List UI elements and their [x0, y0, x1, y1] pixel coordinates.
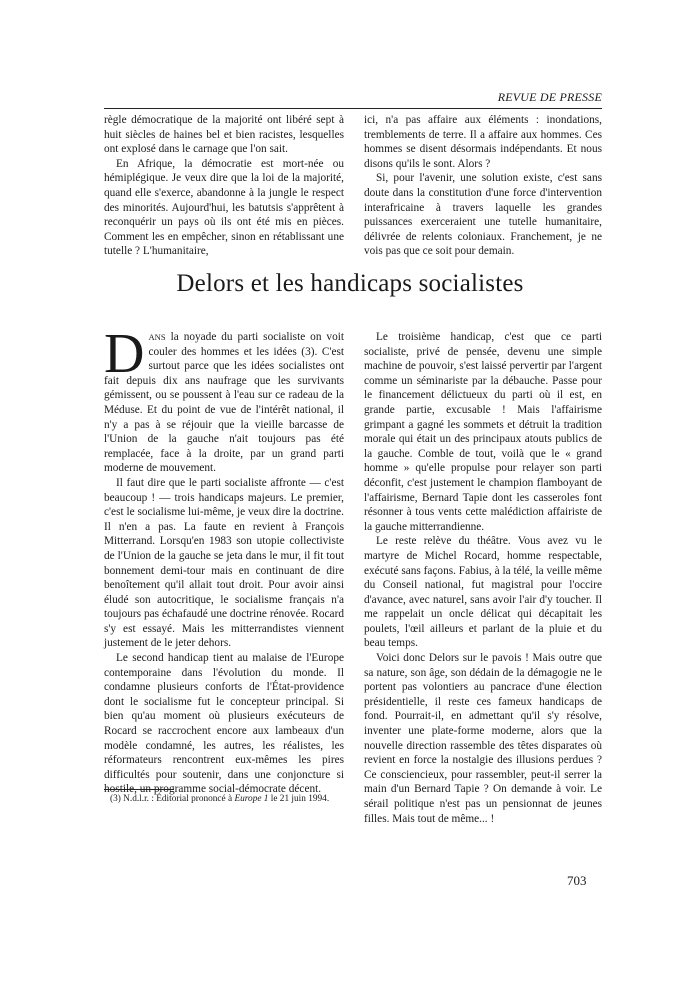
paragraph: Le troisième handicap, c'est que ce parti socialiste, privé de pensée, devenu une simple machine de pouvoir, s'est laissé pervertir par l'argent comme un séminariste par la débauche. Passe pour le financement délictueux du parti où il est, en grande partie, excusable ! Mais l'affairisme grimpant a gagné les sommets et détruit la tradition morale qui était un des principaux atouts publics de la gauche. Comble de tout, voilà que le « grand homme » qu'elle propulse pour relayer son parti déconfit, c'est justement le champion flamboyant de l'affairisme, Bernard Tapie dont les casseroles font résonner à tous vents cette malédiction affairiste de la gauche mitterrandienne. [364, 331, 602, 533]
running-header: REVUE DE PRESSE [497, 90, 602, 104]
paragraph: Il faut dire que le parti socialiste affronte — c'est beaucoup ! — trois handicaps majeurs. Le premier, c'est le socialisme lui-même, je veux dire la doctrine. Il n'en a pas. La faute en revient à François Mitterrand. Lorsqu'en 1983 son utopie collectiviste de l'Union de la gauche se jeta dans le mur, il fit tout bonnement demi-tour mais en continuant de dire benoîtement qu'il allait tout droit. Pour avoir ainsi éludé son autocritique, le socialisme français n'a toujours pas échafaudé une doctrine rénovée. Rocard s'y est essayé. Mais les mitterrandistes viennent justement de le jeter dehors. [104, 476, 344, 650]
page-number: 703 [567, 873, 587, 888]
paragraph: Le reste relève du théâtre. Vous avez vu le martyre de Michel Rocard, homme respectable, exécuté sans façons. Fabius, à la télé, la veille même du Conseil national, fut magistral pour l'occire d'avance, avec naturel, sans avoir l'air d'y toucher. Il me rappelait un oncle délicat qui décapitait les poulets, l'œil ailleurs et parlant de la pluie et du beau temps. [364, 535, 602, 650]
drop-cap: D [104, 323, 145, 385]
top-left-column [104, 113, 344, 259]
footnote-tail: le 21 juin 1994. [268, 794, 330, 804]
paragraph: En Afrique, la démocratie est mort-née ou hémiplégique. Je veux dire que la loi de la majorité, quand elle s'exerce, abandonne à la jungle le respect des minorités. Aujourd'hui, les batutsis s'apprêtent à reconquérir un pays où ils ont été mis en pièces. Comment les en empêcher, sinon en rétablissant une tutelle ? L'humanitaire, [104, 157, 344, 258]
footnote-lead: (3) N.d.l.r. : Éditorial prononcé à [110, 794, 235, 804]
paragraph: Voici donc Delors sur le pavois ! Mais outre que sa nature, son âge, son dédain de la démagogie ne le portent pas volontiers au pancrace d'une élection présidentielle, il reste ces fameux handicaps de fond. Pourrait-il, en admettant qu'il s'y résolve, inventer une plate-forme moderne, alors que la nouvelle direction rassemble des têtes disparates où revient en force la nostalgie des illusions perdues ? Ce consciencieux, pour rassembler, peut-il serrer la main d'un Bernard Tapie ? On demande à voir. Le sérail politique n'est pas un pensionnat de jeunes filles. Mais tout de même... ! [364, 652, 602, 825]
paragraph-text: la noyade du parti socialiste on voit couler des hommes et les idées (3). C'est surtout parce que les idées socialistes ont fait depuis dix ans naufrage que les survivants gémissent, ou se poussent à l'eau sur ce radeau de la Méduse. Et du point de vue de l'intérêt national, il n'y a pas à se réjouir que la vieille barcasse de l'Union de la gauche n'ait toujours pas été remplacée, face à la droite, par un grand parti moderne de mouvement. [104, 331, 344, 475]
article-left-column [104, 323, 344, 797]
header-rule [104, 108, 602, 109]
top-right-column [364, 113, 602, 259]
article-right-column [364, 330, 602, 826]
paragraph: règle démocratique de la majorité ont libéré sept à huit siècles de haines bel et bien racistes, lesquelles ont explosé dans le carnage que l'on sait. [104, 114, 344, 156]
paragraph: ici, n'a pas affaire aux éléments : inondations, tremblements de terre. Il a affaire aux hommes. Ces hommes se disent désormais indépendants. Et nous disons qu'ils le sont. Alors ? [364, 114, 602, 170]
footnote-source: Europe 1 [234, 794, 269, 804]
article-title: Delors et les handicaps socialistes [176, 270, 524, 297]
smallcaps-lead: ANS [148, 332, 166, 342]
footnote [110, 794, 350, 804]
paragraph: Si, pour l'avenir, une solution existe, c'est sans doute dans la constitution d'une force d'intervention interafricaine à travers laquelle les grandes puissances exerceraient une tutelle humanitaire, délivrée de relents coloniaux. Franchement, je ne vois pas que ce soit pour demain. [364, 172, 602, 258]
footnote-rule [104, 789, 174, 790]
opening-paragraph [104, 323, 344, 476]
paragraph: Le second handicap tient au malaise de l'Europe contemporaine dans l'évolution du monde. Il condamne plusieurs conforts de l'État-providence dont le socialisme fut le concepteur principal. Si bien qu'au moment où plusieurs exécuteurs de Rocard se raccrochent encore aux lambeaux d'un modèle condamné, les autres, les réalistes, les réformateurs rencontrent eux-mêmes les pires difficultés pour soutenir, dans une conjoncture si hostile, un programme social-démocrate décent. [104, 652, 344, 796]
